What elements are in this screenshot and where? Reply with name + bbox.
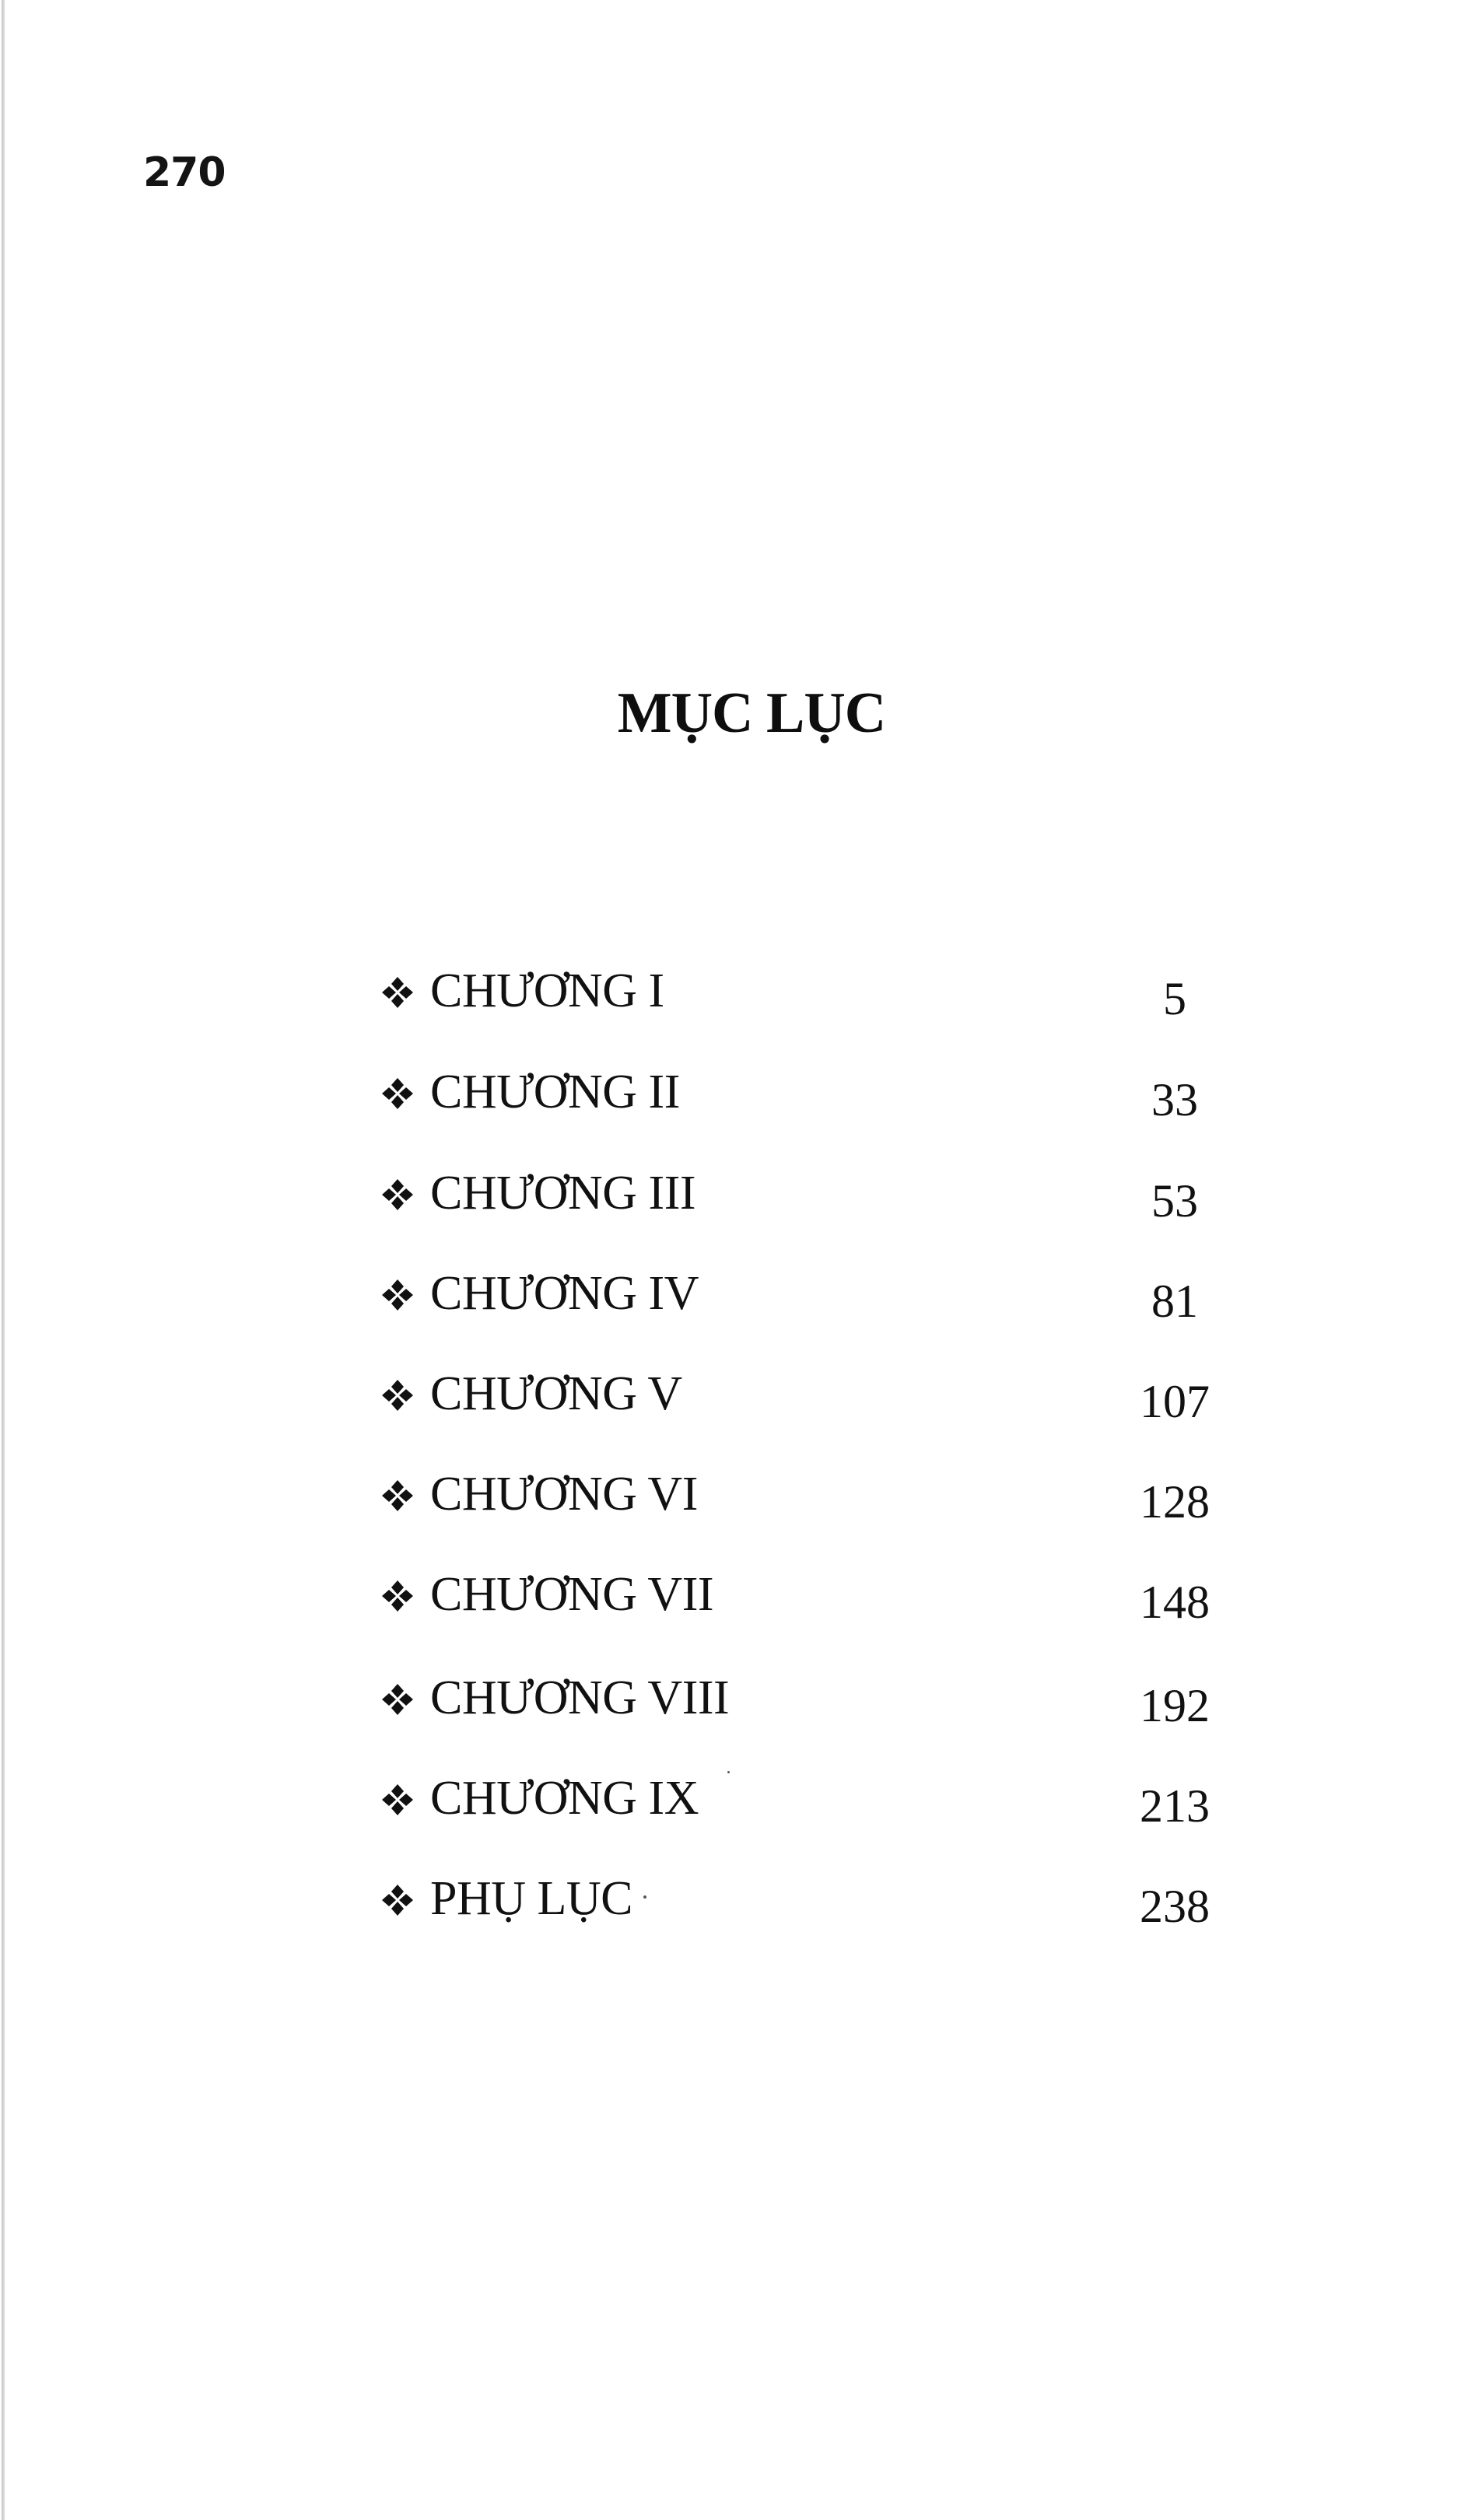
toc-entry-page: 148 <box>1140 1577 1210 1628</box>
toc-entry-page: 107 <box>1140 1376 1210 1427</box>
toc-entry-chuong-3[interactable] <box>381 1169 1276 1239</box>
toc-entry-label: CHƯƠNG IV <box>430 1267 699 1320</box>
four-diamond-bullet-icon <box>381 1580 414 1612</box>
four-diamond-bullet-icon <box>381 1279 414 1311</box>
toc-entry-page: 213 <box>1140 1780 1210 1832</box>
toc-entry-chuong-5[interactable] <box>381 1367 1276 1440</box>
four-diamond-bullet-icon <box>381 1884 414 1916</box>
toc-entry-label: CHƯƠNG VIII <box>430 1671 730 1724</box>
toc-entry-label: CHƯƠNG I <box>430 964 664 1017</box>
toc-entry-page: 5 <box>1163 973 1186 1024</box>
scan-speck <box>727 1771 730 1773</box>
toc-entry-chuong-8[interactable] <box>381 1671 1276 1744</box>
four-diamond-bullet-icon <box>381 1479 414 1512</box>
toc-entry-label: CHƯƠNG IX <box>430 1772 699 1825</box>
toc-entry-chuong-4[interactable] <box>381 1269 1276 1339</box>
scan-speck <box>643 1895 646 1899</box>
four-diamond-bullet-icon <box>381 1379 414 1412</box>
four-diamond-bullet-icon <box>381 976 414 1009</box>
toc-entry-phu-luc[interactable] <box>381 1874 1276 1944</box>
toc-entry-page: 33 <box>1151 1074 1198 1125</box>
toc-entry-page: 128 <box>1140 1476 1210 1528</box>
four-diamond-bullet-icon <box>381 1077 414 1110</box>
toc-entry-page: 81 <box>1151 1276 1198 1327</box>
toc-entry-page: 192 <box>1140 1680 1210 1731</box>
toc-entry-label: CHƯƠNG III <box>430 1167 695 1220</box>
toc-entry-chuong-7[interactable] <box>381 1570 1276 1640</box>
four-diamond-bullet-icon <box>381 1683 414 1716</box>
four-diamond-bullet-icon <box>381 1783 414 1816</box>
toc-entry-chuong-1[interactable] <box>381 964 1276 1037</box>
page-title: MỤC LỤC <box>617 681 886 745</box>
toc-entry-label: CHƯƠNG V <box>430 1367 682 1420</box>
toc-entry-label: CHƯƠNG VII <box>430 1568 714 1621</box>
toc-entry-label: CHƯƠNG VI <box>430 1468 698 1521</box>
toc-entry-chuong-6[interactable] <box>381 1470 1276 1540</box>
four-diamond-bullet-icon <box>381 1178 414 1211</box>
page-number: 270 <box>143 149 226 196</box>
toc-entry-chuong-9[interactable] <box>381 1774 1276 1844</box>
toc-entry-label: CHƯƠNG II <box>430 1066 680 1118</box>
toc-entry-page: 238 <box>1140 1881 1210 1932</box>
toc-entry-chuong-2[interactable] <box>381 1068 1276 1138</box>
toc-entry-label: PHỤ LỤC <box>430 1872 633 1925</box>
toc-entry-page: 53 <box>1151 1175 1198 1227</box>
